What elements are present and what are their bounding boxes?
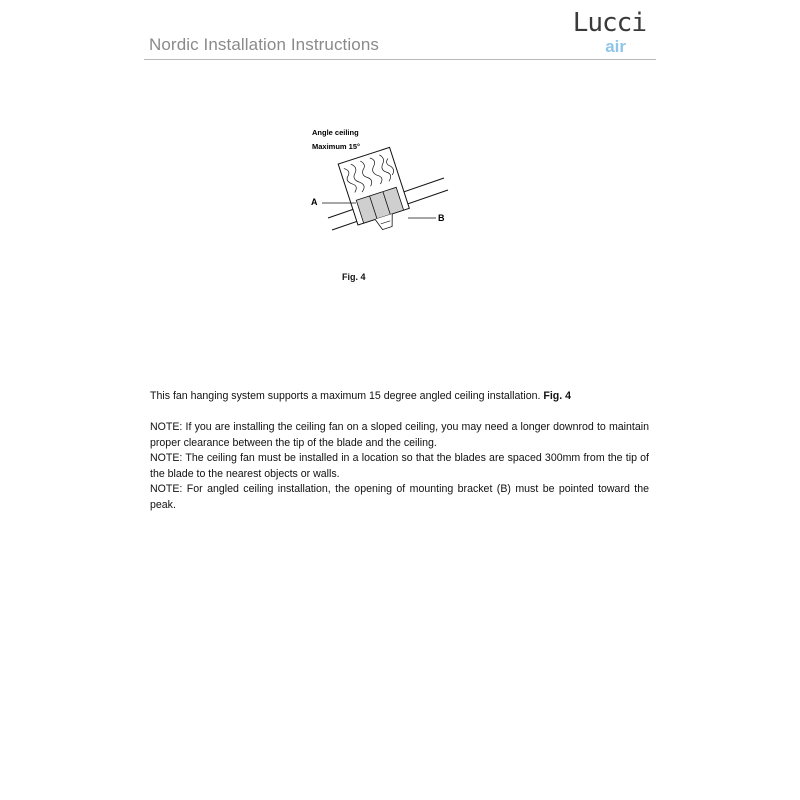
note-bracket-orientation: NOTE: For angled ceiling installation, the opening of mounting bracket (B) must be pointed toward the peak. [150, 483, 649, 511]
diagram-label-angle: Angle ceiling [312, 128, 359, 137]
note-blade-spacing: NOTE: The ceiling fan must be installed in a location so that the blades are spaced 300mm from the tip of the blade to the nearest objects or walls. [150, 452, 649, 480]
body-text [150, 389, 649, 513]
ceiling-joist [338, 147, 413, 236]
brand-logo [572, 8, 660, 58]
intro-text: This fan hanging system supports a maximum 15 degree angled ceiling installation. [150, 390, 541, 402]
logo-wordmark: Lucci [572, 8, 646, 38]
note-sloped-ceiling: NOTE: If you are installing the ceiling fan on a sloped ceiling, you may need a longer downrod to maintain proper clearance between the tip of the blade and the ceiling. [150, 421, 649, 449]
figure-caption: Fig. 4 [342, 272, 366, 282]
intro-paragraph [150, 389, 649, 405]
diagram-label-a: A [311, 197, 318, 207]
diagram-label-b: B [438, 213, 445, 223]
intro-figure-ref: Fig. 4 [543, 390, 572, 402]
page-title: Nordic Installation Instructions [149, 35, 379, 54]
logo-subword: air [605, 37, 626, 56]
angled-ceiling-diagram [300, 120, 480, 250]
header-divider [144, 59, 656, 60]
diagram-label-maximum: Maximum 15° [312, 142, 361, 151]
